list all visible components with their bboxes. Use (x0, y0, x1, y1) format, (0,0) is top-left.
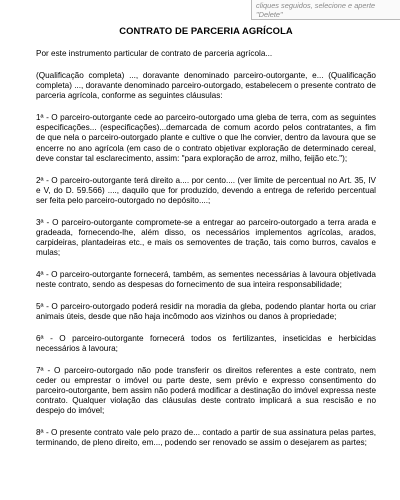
clause-2: 2ª - O parceiro-outorgante terá direito a.... por cento.... (ver limite de percentual no Art. 35, IV e V, do D. 59.566) ...., daquilo que for produzido, devendo a entrega de referido percentual ser feita pelo parceiro-outorgado no depósito....; (36, 175, 376, 205)
clause-6: 6ª - O parceiro-outorgante fornecerá todos os fertilizantes, inseticidas e herbicidas necessários à lavoura; (36, 333, 376, 353)
clause-8: 8ª - O presente contrato vale pelo prazo de... contado a partir de sua assinatura pelas partes, terminando, de pleno direito, em..., podendo ser renovado se assim o desejarem as partes; (36, 428, 376, 448)
paragraph-intro: Por este instrumento particular de contrato de parceria agrícola... (36, 49, 273, 59)
clause-1: 1ª - O parceiro-outorgante cede ao parceiro-outorgado uma gleba de terra, com as seguintes especificações... (especificações)...demarcada de comum acordo pelos contratantes, a fim de que nela o parceiro-outorgado plante e cultive o que lhe convier, dentro da lavoura que se encerre no ano agrícola (em caso de o contrato objetivar exploração de determinado cereal, deve constar tal esclarecimento, assim: "para exploração de arroz, milho, feijão etc."); (36, 113, 376, 163)
clause-4: 4ª - O parceiro-outorgante fornecerá, também, as sementes necessárias à lavoura objetivada neste contrato, sendo as despesas do fornecimento de sua inteira responsabilidade; (36, 269, 376, 290)
clause-5: 5ª - O parceiro-outorgado poderá residir na moradia da gleba, podendo plantar horta ou criar animais úteis, desde que não haja incômodo aos vizinhos ou danos à propriedade; (36, 301, 376, 322)
paragraph-qualification: (Qualificação completa) ..., doravante denominado parceiro-outorgante, e... (Qualificação completa) ..., doravante denominado parceiro-outorgado, estabelecem o presente contrato de parceria agrícola, conforme as seguintes cláusulas: (36, 70, 376, 101)
document-title: CONTRATO DE PARCERIA AGRÍCOLA (119, 25, 293, 36)
instruction-hint: cliques seguidos, selecione e aperte "Delete" (251, 0, 400, 20)
clause-7: 7ª - O parceiro-outorgado não pode transferir os direitos referentes a este contrato, nem ceder ou emprestar o imóvel ou parte deste, sem prévio e expresso consentimento do parceiro-outorgante, bem assim não poderá modificar a destinação do imóvel expressa neste contrato. Qualquer violação das cláusulas deste contrato implicará a sua rescisão e no despejo do imóvel; (36, 365, 376, 416)
clause-3: 3ª - O parceiro-outorgante compromete-se a entregar ao parceiro-outorgado a terra arada e gradeada, fornecendo-lhe, além disso, os necessários implementos agrícolas, arados, carpideiras, plantadeiras etc., e mais os semoventes de tração, tais como burros, cavalos e mulas; (36, 217, 376, 258)
